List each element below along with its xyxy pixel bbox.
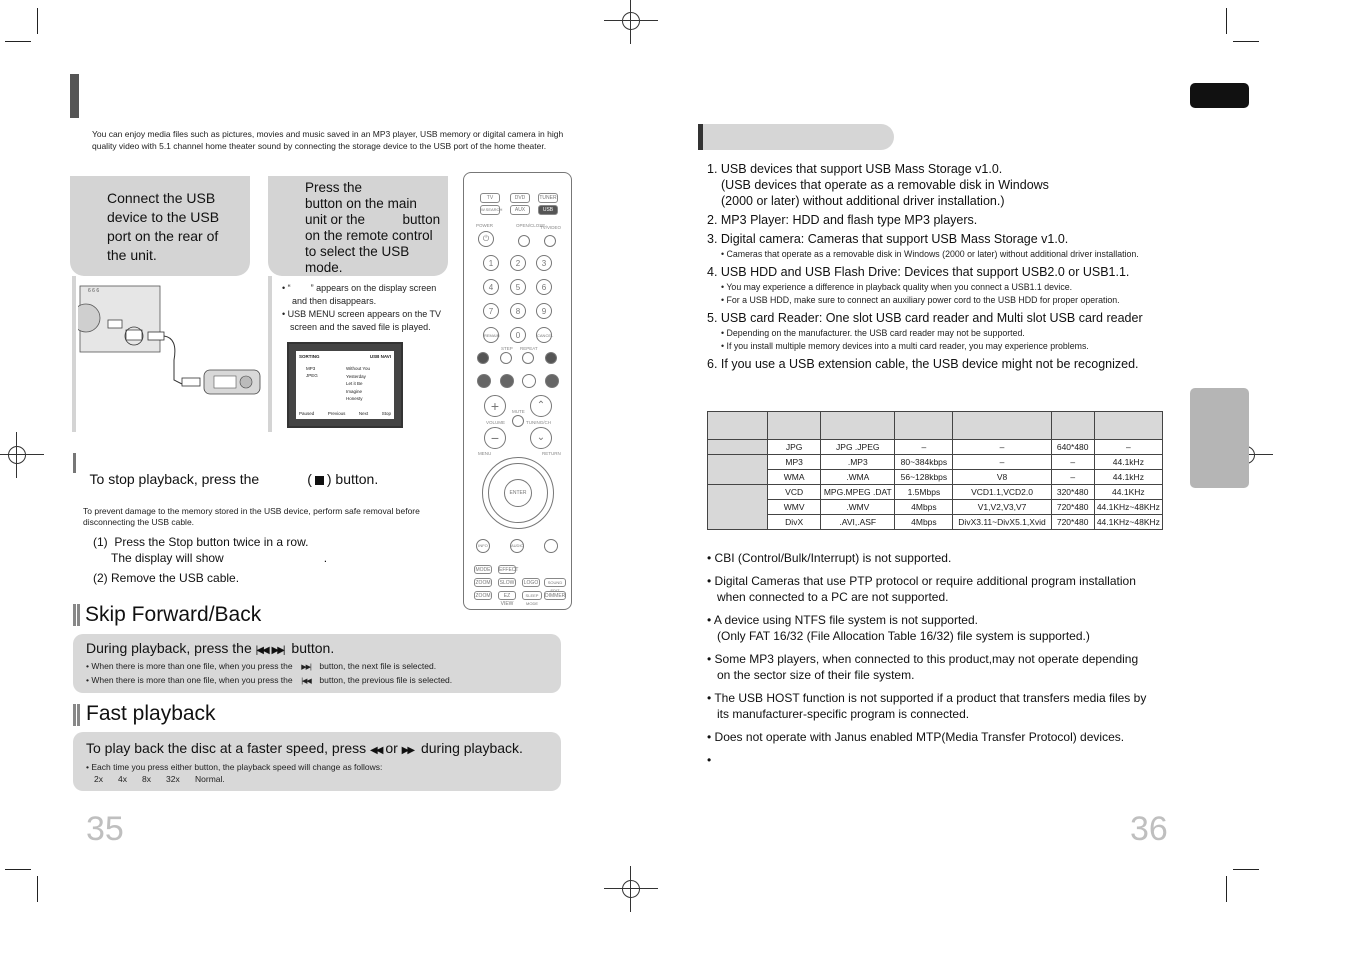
skip-back-icon: |◀◀ <box>301 678 311 685</box>
note-item: • CBI (Control/Bulk/Interrupt) is not supported. <box>707 551 952 565</box>
number-key: 9 <box>536 303 552 319</box>
remote-tuner-button: TUNER <box>539 195 557 201</box>
info-icon: INFO <box>476 539 490 553</box>
tv-header-sorting: SORTING <box>299 354 320 359</box>
remote-label-menu: MENU <box>478 451 492 456</box>
volume-down-icon: − <box>484 427 506 449</box>
sound-edit-key: SOUND EDIT <box>544 578 566 587</box>
remote-label-return: RETURN <box>542 451 561 456</box>
note-item: • Does not operate with Janus enabled MTP(Media Transfer Protocol) devices. <box>707 730 1125 744</box>
crop-mark <box>37 8 38 34</box>
note-item: • Some MP3 players, when connected to this product,may not operate depending on the sector size of their file system. <box>707 652 1139 682</box>
crop-mark <box>5 869 31 870</box>
skip-forward-icon: ▶▶| <box>301 664 311 671</box>
section-header-pill <box>698 124 894 150</box>
remote-label-tv-video: TV/VIDEO <box>540 225 562 230</box>
format-table <box>707 411 1163 530</box>
fast-title: Fast playback <box>86 702 216 725</box>
table-row: MP3 .MP3 80~384kbps – – 44.1kHz <box>708 455 1163 470</box>
step2-notes: • “ ” appears on the display screen and then disappears. • USB MENU screen appears on the TV screen and the saved file is played. <box>282 283 442 332</box>
number-key: 7 <box>483 303 499 319</box>
stop-bar <box>73 453 76 473</box>
crop-mark <box>5 41 31 42</box>
power-icon: ⏻ <box>478 231 494 247</box>
slow-key: SLOW <box>499 580 515 586</box>
registration-mark <box>2 440 32 470</box>
skip-back-icon <box>477 374 491 388</box>
table-row: VCD MPG.MPEG .DAT 1.5Mbps VCD1.1,VCD2.0 320*480 44.1KHz <box>708 485 1163 500</box>
note-item: • The USB HOST function is not supported if a product that transfers media files by its manufacturer-specific program is connected. <box>707 691 1147 721</box>
dimmer-key: DIMMER <box>545 593 566 599</box>
tuning-up-icon: ⌃ <box>530 395 552 417</box>
crop-mark <box>1226 8 1227 34</box>
tv-folder-list: MP3 JPEG <box>306 366 318 378</box>
logo-key: LOGO <box>523 580 539 586</box>
mute-icon <box>512 415 524 427</box>
zoom-key-2: ZOOM <box>475 593 491 599</box>
volume-up-icon: + <box>484 395 506 417</box>
note-item: • <box>707 753 712 767</box>
remote-dvd-button: DVD <box>510 193 530 203</box>
remote-label-open-close: OPEN/CLOSE <box>516 223 546 228</box>
skip-title: Skip Forward/Back <box>85 603 262 626</box>
audio-icon: AUDIO <box>510 539 524 553</box>
number-key: 3 <box>536 255 552 271</box>
table-row: JPG JPG .JPEG – – 640*480 – <box>708 440 1163 455</box>
remain-key: REMAIN <box>483 327 499 343</box>
remote-wsearch-button: W.SEARCH <box>480 205 500 215</box>
tv-header-navi: USB NAVI <box>369 354 391 359</box>
section-bar <box>73 604 80 626</box>
stop-icon <box>315 476 324 485</box>
crop-mark <box>1233 869 1259 870</box>
skip-forward-icon <box>545 374 559 388</box>
number-key: 8 <box>510 303 526 319</box>
svg-text:6 6 6: 6 6 6 <box>88 288 100 294</box>
section-bar <box>73 704 80 726</box>
number-key: 2 <box>510 255 526 271</box>
skip-notes: • When there is more than one file, when you press the ▶▶| button, the next file is selected. • When there is more than one file, when you press the |◀◀ button, the previous file is selected. <box>86 660 452 688</box>
remote-label-step: STEP <box>501 346 513 351</box>
number-key: 1 <box>483 255 499 271</box>
enter-button: ENTER <box>504 479 532 507</box>
fast-forward-icon: ▶▶ <box>401 745 414 756</box>
effect-key: EFFECT <box>499 567 519 573</box>
intro-text: You can enjoy media files such as pictures, movies and music saved in an MP3 player, USB memory or digital camera in high quality video with 5.1 channel home theater sound by connecting the storage device to the USB port of the home theater. <box>92 129 564 151</box>
page-number-right: 36 <box>1130 810 1168 848</box>
zoom-key: ZOOM <box>475 580 491 586</box>
tv-video-icon <box>544 235 556 247</box>
note-item: • Digital Cameras that use PTP protocol or require additional program installation when connected to a PC are not supported. <box>707 574 1136 604</box>
rewind-icon: ◀◀ <box>370 745 382 756</box>
note-item: • A device using NTFS file system is not supported. (Only FAT 16/32 (File Allocation Table 16/32) file system is supported.) <box>707 613 1090 643</box>
crop-mark <box>1233 41 1259 42</box>
skip-back-icon: |◀◀ <box>255 645 268 656</box>
page-number-left: 35 <box>86 810 124 848</box>
safe-removal-steps: (1) Press the Stop button twice in a row. The display will show . (2) Remove the USB cable. <box>93 535 328 585</box>
side-tab <box>1190 388 1249 488</box>
fast-main: To play back the disc at a faster speed, press ◀◀ or ▶▶ during playback. <box>86 740 523 756</box>
remote-label-power: POWER <box>476 223 494 228</box>
chapter-tab <box>1190 83 1249 108</box>
skip-main: During playback, press the |◀◀ ▶▶| button. <box>86 640 335 656</box>
registration-mark <box>616 6 646 36</box>
extra-icon <box>544 539 558 553</box>
usb-connection-illustration <box>78 280 268 400</box>
number-key: 5 <box>510 279 526 295</box>
remote-label-tuning-ch: TUNING/CH <box>526 420 551 425</box>
stop-icon <box>500 374 514 388</box>
step2-divider <box>268 276 272 432</box>
number-key: 6 <box>536 279 552 295</box>
notes-list <box>707 550 1177 768</box>
ez-view-key: EZ VIEW <box>498 591 516 600</box>
number-key: 0 <box>510 327 526 343</box>
skip-forward-icon: ▶▶| <box>271 645 284 656</box>
speed-list: 2x 4x 8x 32x Normal. <box>94 774 225 784</box>
repeat-icon <box>522 352 534 364</box>
step1-divider <box>72 276 76 432</box>
table-row: DivX .AVI,.ASF 4Mbps DivX3.11~DivX5.1,Xvid 720*480 44.1KHz~48KHz <box>708 515 1163 530</box>
remote-usb-button: USB <box>538 205 558 215</box>
table-row: WMV .WMV 4Mbps V1,V2,V3,V7 720*480 44.1KHz~48KHz <box>708 500 1163 515</box>
registration-mark <box>616 874 646 904</box>
bullet: • <box>282 283 288 293</box>
fast-notes: • Each time you press either button, the playback speed will change as follows: 2x 4x 8x 32x Normal. <box>86 762 383 784</box>
remote-label-volume: VOLUME <box>486 420 506 425</box>
safe-removal-text: To prevent damage to the memory stored in the USB device, perform safe removal before disconnecting the USB cable. <box>83 506 420 527</box>
open-close-icon <box>518 235 530 247</box>
remote-control-illustration <box>463 172 572 610</box>
title-bar <box>70 74 79 118</box>
sleep-mode-key: SLEEP MODE <box>522 591 542 600</box>
step1-text: Connect the USB device to the USB port on the rear of the unit. <box>107 190 220 263</box>
number-key: 4 <box>483 279 499 295</box>
play-pause-icon <box>522 374 536 388</box>
tv-screen-inner <box>296 351 394 419</box>
table-row: WMA .WMA 56~128kbps V8 – 44.1kHz <box>708 470 1163 485</box>
next-icon <box>545 352 557 364</box>
remote-label-mute: MUTE <box>512 409 525 414</box>
compat-list: 1. USB devices that support USB Mass Storage v1.0. (USB devices that operate as a removable disk in Windows (2000 or later) without additional driver installation.) 2. MP3 Player: HDD and flash type MP3 players. 3. Digital camera: Cameras that support USB Mass Storage v1.0. • Cameras that operate as a removable disk in Windows (2000 or later) without additional driver installation. 4. USB HDD and USB Flash Drive: Devices that support USB2.0 or USB1.1. • You may experience a difference in playback quality when you connect a USB1.1 device. • For a USB HDD, make sure to connect an auxiliary power cord to the USB HDD for proper operation. 5. USB card Reader: One slot USB card reader and Multi slot USB card reader • Depending on the manufacturer. the USB card reader may not be supported. • If you install multiple memory devices into a multi card reader, you may experience problems. 6. If you use a USB extension cable, the USB device might not be recognized. <box>707 162 1143 371</box>
prev-icon <box>477 352 489 364</box>
cancel-key: CANCEL <box>536 327 552 343</box>
step-icon <box>500 352 512 364</box>
crop-mark <box>37 876 38 902</box>
remote-tv-button: TV <box>480 193 500 203</box>
tuning-down-icon: ⌄ <box>530 427 552 449</box>
remote-aux-button: AUX <box>510 205 530 215</box>
stop-line: To stop playback, press the ( ) button. <box>89 471 379 487</box>
tv-screen-illustration <box>287 342 403 428</box>
remote-label-repeat: REPEAT <box>520 346 538 351</box>
step2-text: Press the button on the main unit or the button on the remote control to select the USB mode. <box>305 180 441 275</box>
mode-key: MODE <box>475 567 491 573</box>
crop-mark <box>1226 876 1227 902</box>
bullet: • <box>282 309 288 319</box>
tv-footer: Paused Previous Next Stop <box>299 411 391 416</box>
table-header-row <box>708 412 1163 440</box>
tv-file-list: Without You Yesterday Let it Be Imagine Honesty <box>346 366 371 401</box>
